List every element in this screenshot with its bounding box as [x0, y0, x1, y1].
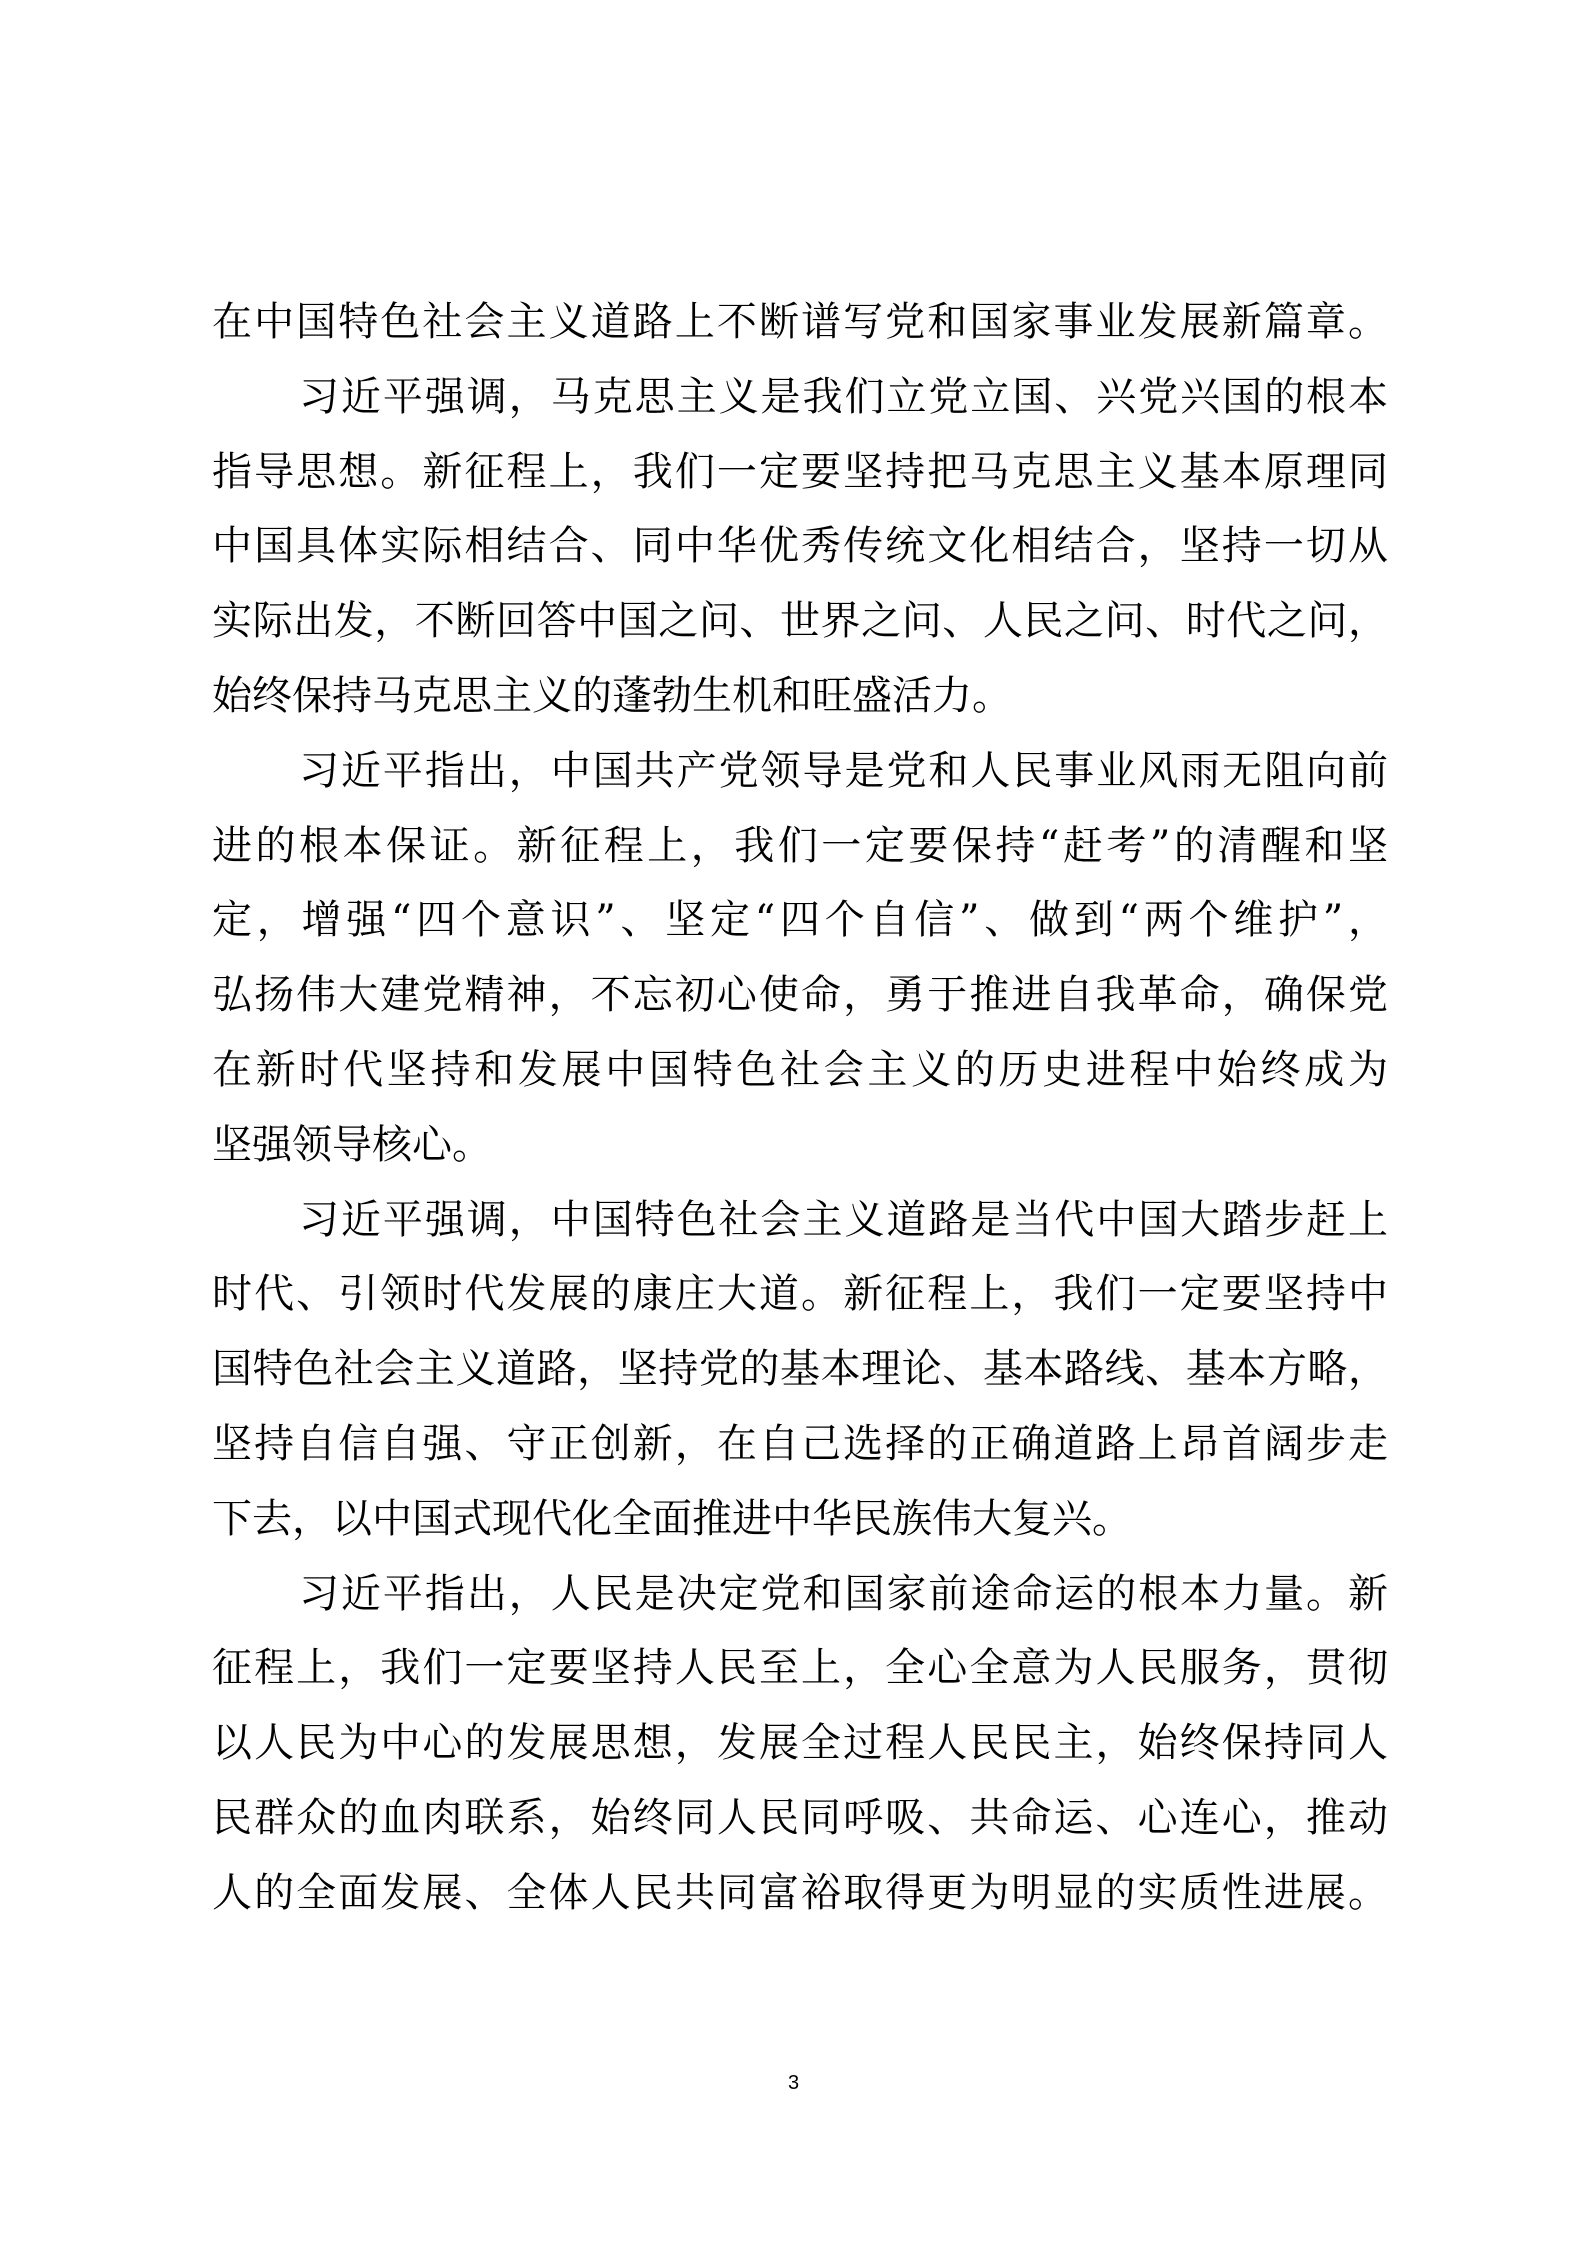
text-line: 在新时代坚持和发展中国特色社会主义的历史进程中始终成为 [212, 1046, 1388, 1093]
paragraph-first-line: 习近平指出，人民是决定党和国家前途命运的根本力量。新 [299, 1570, 1388, 1617]
text-line: 指导思想。新征程上，我们一定要坚持把马克思主义基本原理同 [212, 448, 1388, 495]
page-number: 3 [787, 2072, 800, 2094]
text-line: 弘扬伟大建党精神，不忘初心使命，勇于推进自我革命，确保党 [212, 972, 1388, 1019]
text-line: 在中国特色社会主义道路上不断谱写党和国家事业发展新篇章。 [212, 299, 1388, 345]
text-line: 民群众的血肉联系，始终同人民同呼吸、共命运、心连心，推动 [212, 1794, 1388, 1841]
paragraph-first-line: 习近平指出，中国共产党领导是党和人民事业风雨无阻向前 [299, 747, 1388, 794]
text-line: 以人民为中心的发展思想，发展全过程人民民主，始终保持同人 [212, 1720, 1388, 1767]
text-line: 时代、引领时代发展的康庄大道。新征程上，我们一定要坚持中 [212, 1271, 1388, 1318]
text-line: 中国具体实际相结合、同中华优秀传统文化相结合，坚持一切从 [212, 523, 1388, 570]
text-line: 进的根本保证。新征程上，我们一定要保持“赶考”的清醒和坚 [212, 822, 1388, 869]
text-line: 实际出发，不断回答中国之问、世界之问、人民之问、时代之问， [212, 598, 1388, 645]
text-line: 定，增强“四个意识”、坚定“四个自信”、做到“两个维护”， [212, 897, 1388, 944]
text-line: 坚持自信自强、守正创新，在自己选择的正确道路上昂首阔步走 [212, 1420, 1388, 1467]
paragraph-last-line: 下去，以中国式现代化全面推进中华民族伟大复兴。 [212, 1495, 1132, 1542]
text-line: 征程上，我们一定要坚持人民至上，全心全意为人民服务，贯彻 [212, 1645, 1388, 1692]
paragraph-first-line: 习近平强调，中国特色社会主义道路是当代中国大踏步赶上 [299, 1196, 1388, 1243]
text-line: 人的全面发展、全体人民共同富裕取得更为明显的实质性进展。 [212, 1869, 1388, 1916]
paragraph-last-line: 始终保持马克思主义的蓬勃生机和旺盛活力。 [212, 672, 1012, 719]
paragraph-first-line: 习近平强调，马克思主义是我们立党立国、兴党兴国的根本 [299, 373, 1388, 420]
paragraph-last-line: 坚强领导核心。 [212, 1121, 492, 1168]
text-line: 国特色社会主义道路，坚持党的基本理论、基本路线、基本方略， [212, 1346, 1388, 1393]
body-text [212, 285, 1388, 1931]
